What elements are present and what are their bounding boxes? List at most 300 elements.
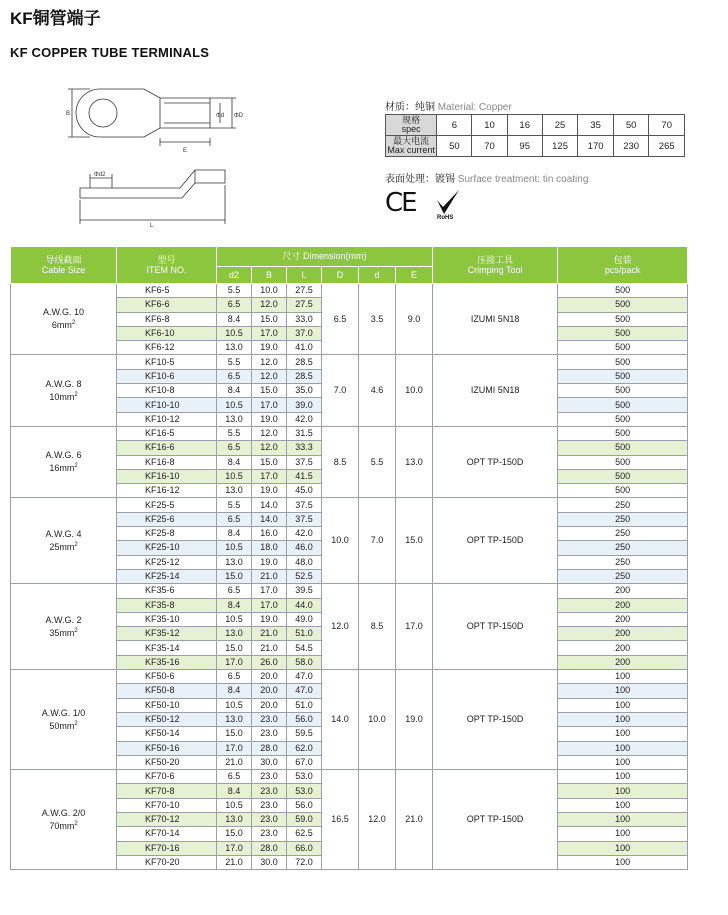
current-cell: 170 [578, 136, 614, 157]
d2-cell: 5.5 [217, 355, 252, 369]
outer-diameter-cell: 10.0 [322, 498, 359, 584]
awg-label: A.W.G. 6 [45, 450, 82, 461]
packing-cell: 500 [558, 341, 688, 355]
table-row [11, 670, 688, 684]
rohs-check-icon [435, 190, 463, 220]
superscript-two: 2 [74, 720, 78, 727]
d2-cell: 8.4 [217, 384, 252, 398]
l-cell: 59.5 [287, 727, 322, 741]
outer-diameter-cell: 14.0 [322, 670, 359, 770]
b-cell: 21.0 [252, 627, 287, 641]
l-cell: 37.5 [287, 512, 322, 526]
l-cell: 28.5 [287, 369, 322, 383]
l-cell: 41.5 [287, 469, 322, 483]
mm-label: 70mm [49, 820, 75, 831]
d2-cell: 15.0 [217, 827, 252, 841]
item-no-cell: KF70-20 [117, 855, 217, 869]
awg-label: A.W.G. 2/0 [41, 807, 86, 818]
packing-cell: 250 [558, 541, 688, 555]
item-no-cell: KF70-12 [117, 812, 217, 826]
spec-cell: 6 [437, 115, 472, 136]
d2-cell: 10.5 [217, 326, 252, 340]
l-cell: 53.0 [287, 770, 322, 784]
terminal-drawing [60, 80, 260, 230]
current-row [386, 136, 685, 157]
inner-diameter-cell: 12.0 [359, 770, 396, 870]
d2-cell: 6.5 [217, 369, 252, 383]
l-cell: 37.5 [287, 455, 322, 469]
superscript-two: 2 [74, 820, 78, 827]
outer-diameter-cell: 16.5 [322, 770, 359, 870]
surface-en: Surface treatment: tin coating [457, 174, 589, 185]
l-cell: 54.5 [287, 641, 322, 655]
d2-cell: 8.4 [217, 312, 252, 326]
packing-cell: 100 [558, 684, 688, 698]
d2-cell: 13.0 [217, 484, 252, 498]
e-cell: 17.0 [396, 584, 433, 670]
d2-cell: 13.0 [217, 555, 252, 569]
b-cell: 21.0 [252, 641, 287, 655]
d2-cell: 10.5 [217, 541, 252, 555]
packing-cell: 500 [558, 412, 688, 426]
item-no-cell: KF25-5 [117, 498, 217, 512]
d2-cell: 10.5 [217, 612, 252, 626]
material-en: Material: Copper [437, 102, 512, 113]
b-cell: 12.0 [252, 298, 287, 312]
current-cell: 125 [542, 136, 578, 157]
spec-table [385, 114, 685, 157]
d2-cell: 13.0 [217, 812, 252, 826]
b-cell: 23.0 [252, 770, 287, 784]
e-cell: 9.0 [396, 284, 433, 355]
d2-cell: 8.4 [217, 455, 252, 469]
b-cell: 20.0 [252, 684, 287, 698]
awg-label: A.W.G. 2 [45, 614, 82, 625]
packing-cell: 500 [558, 469, 688, 483]
item-no-cell: KF70-14 [117, 827, 217, 841]
l-cell: 72.0 [287, 855, 322, 869]
crimping-tool-cell: OPT TP-150D [433, 670, 558, 770]
table-row [11, 355, 688, 369]
l-cell: 56.0 [287, 798, 322, 812]
current-cell: 70 [472, 136, 507, 157]
item-no-cell: KF35-10 [117, 612, 217, 626]
l-cell: 42.0 [287, 527, 322, 541]
spec-cell: 16 [507, 115, 542, 136]
inner-diameter-cell: 8.5 [359, 584, 396, 670]
b-cell: 28.0 [252, 841, 287, 855]
b-cell: 17.0 [252, 598, 287, 612]
crimping-tool-cell: OPT TP-150D [433, 498, 558, 584]
item-no-cell: KF10-12 [117, 412, 217, 426]
d2-cell: 21.0 [217, 855, 252, 869]
l-cell: 52.5 [287, 569, 322, 583]
spec-cell: 35 [578, 115, 614, 136]
item-no-cell: KF70-10 [117, 798, 217, 812]
l-cell: 35.0 [287, 384, 322, 398]
inner-diameter-cell: 10.0 [359, 670, 396, 770]
rohs-text: RoHS [437, 215, 454, 220]
packing-cell: 100 [558, 741, 688, 755]
header-cable-size: 导线截面 Cable Size [11, 247, 117, 284]
item-no-cell: KF16-6 [117, 441, 217, 455]
b-cell: 23.0 [252, 784, 287, 798]
item-no-cell: KF6-6 [117, 298, 217, 312]
item-no-cell: KF70-8 [117, 784, 217, 798]
ce-mark-icon: CE [385, 188, 416, 218]
d2-cell: 17.0 [217, 841, 252, 855]
awg-label: A.W.G. 8 [45, 378, 82, 389]
header-D: D [322, 266, 359, 283]
cable-size-cell [11, 584, 117, 670]
l-cell: 59.0 [287, 812, 322, 826]
l-cell: 56.0 [287, 712, 322, 726]
d2-cell: 6.5 [217, 441, 252, 455]
header-item-no: 型号 ITEM NO. [117, 247, 217, 284]
d2-cell: 5.5 [217, 426, 252, 440]
item-no-cell: KF25-8 [117, 527, 217, 541]
b-cell: 26.0 [252, 655, 287, 669]
mm-label: 50mm [49, 720, 75, 731]
table-body [11, 284, 688, 870]
item-no-cell: KF50-20 [117, 755, 217, 769]
superscript-two: 2 [74, 627, 78, 634]
spec-cell: 70 [649, 115, 685, 136]
packing-cell: 500 [558, 298, 688, 312]
header-e: E [396, 266, 433, 283]
packing-cell: 500 [558, 441, 688, 455]
item-no-cell: KF16-8 [117, 455, 217, 469]
d2-cell: 8.4 [217, 784, 252, 798]
l-cell: 33.0 [287, 312, 322, 326]
b-cell: 14.0 [252, 498, 287, 512]
d2-cell: 6.5 [217, 584, 252, 598]
inner-diameter-cell: 3.5 [359, 284, 396, 355]
d2-cell: 10.5 [217, 398, 252, 412]
item-no-cell: KF50-16 [117, 741, 217, 755]
item-no-cell: KF25-6 [117, 512, 217, 526]
d2-cell: 6.5 [217, 670, 252, 684]
b-cell: 19.0 [252, 555, 287, 569]
l-cell: 45.0 [287, 484, 322, 498]
superscript-two: 2 [74, 391, 78, 398]
item-no-cell: KF25-14 [117, 569, 217, 583]
inner-diameter-cell: 7.0 [359, 498, 396, 584]
b-cell: 17.0 [252, 584, 287, 598]
d2-cell: 17.0 [217, 655, 252, 669]
d2-cell: 15.0 [217, 641, 252, 655]
current-cell: 95 [507, 136, 542, 157]
outer-diameter-cell: 7.0 [322, 355, 359, 426]
terminal-table [10, 246, 688, 870]
item-no-cell: KF16-5 [117, 426, 217, 440]
material-line [385, 98, 512, 113]
b-cell: 19.0 [252, 412, 287, 426]
packing-cell: 100 [558, 770, 688, 784]
l-cell: 48.0 [287, 555, 322, 569]
d2-cell: 13.0 [217, 627, 252, 641]
table-row [11, 584, 688, 598]
b-cell: 23.0 [252, 712, 287, 726]
d2-cell: 5.5 [217, 498, 252, 512]
item-no-cell: KF70-6 [117, 770, 217, 784]
current-cell: 50 [437, 136, 472, 157]
packing-cell: 500 [558, 312, 688, 326]
l-cell: 31.5 [287, 426, 322, 440]
packing-cell: 500 [558, 398, 688, 412]
l-cell: 67.0 [287, 755, 322, 769]
label-d2: Φd2 [94, 172, 106, 178]
l-cell: 53.0 [287, 784, 322, 798]
b-cell: 30.0 [252, 855, 287, 869]
item-no-cell: KF70-16 [117, 841, 217, 855]
header-row-1 [11, 247, 688, 267]
spec-cell: 25 [542, 115, 578, 136]
cable-size-cell [11, 670, 117, 770]
b-cell: 10.0 [252, 284, 287, 298]
b-cell: 30.0 [252, 755, 287, 769]
b-cell: 23.0 [252, 812, 287, 826]
label-d: Φd [216, 113, 225, 119]
b-cell: 21.0 [252, 569, 287, 583]
l-cell: 49.0 [287, 612, 322, 626]
d2-cell: 10.5 [217, 469, 252, 483]
packing-cell: 250 [558, 527, 688, 541]
l-cell: 41.0 [287, 341, 322, 355]
b-cell: 12.0 [252, 426, 287, 440]
b-cell: 20.0 [252, 698, 287, 712]
mm-label: 16mm [49, 463, 75, 474]
item-no-cell: KF35-8 [117, 598, 217, 612]
d2-cell: 6.5 [217, 298, 252, 312]
header-crimping-tool: 压接工具 Crimping Tool [433, 247, 558, 284]
header-b: B [252, 266, 287, 283]
header-packing: 包装 pcs/pack [558, 247, 688, 284]
awg-label: A.W.G. 4 [45, 528, 82, 539]
b-cell: 15.0 [252, 312, 287, 326]
crimping-tool-cell: OPT TP-150D [433, 426, 558, 497]
packing-cell: 100 [558, 784, 688, 798]
b-cell: 28.0 [252, 741, 287, 755]
packing-cell: 200 [558, 584, 688, 598]
b-cell: 18.0 [252, 541, 287, 555]
l-cell: 39.5 [287, 584, 322, 598]
e-cell: 21.0 [396, 770, 433, 870]
l-cell: 33.3 [287, 441, 322, 455]
packing-cell: 500 [558, 355, 688, 369]
crimping-tool-cell: OPT TP-150D [433, 770, 558, 870]
d2-cell: 17.0 [217, 741, 252, 755]
item-no-cell: KF35-12 [117, 627, 217, 641]
b-cell: 23.0 [252, 827, 287, 841]
crimping-tool-cell: IZUMI 5N18 [433, 284, 558, 355]
table-row [11, 284, 688, 298]
b-cell: 17.0 [252, 398, 287, 412]
spec-row [386, 115, 685, 136]
item-no-cell: KF50-14 [117, 727, 217, 741]
item-no-cell: KF6-10 [117, 326, 217, 340]
mm-label: 35mm [49, 627, 75, 638]
item-no-cell: KF10-5 [117, 355, 217, 369]
b-cell: 12.0 [252, 369, 287, 383]
cable-size-cell [11, 770, 117, 870]
superscript-two: 2 [71, 320, 76, 327]
cable-size-cell [11, 498, 117, 584]
inner-diameter-cell: 4.6 [359, 355, 396, 426]
b-cell: 23.0 [252, 727, 287, 741]
l-cell: 27.5 [287, 284, 322, 298]
d2-cell: 5.5 [217, 284, 252, 298]
l-cell: 28.5 [287, 355, 322, 369]
outer-diameter-cell: 6.5 [322, 284, 359, 355]
packing-cell: 500 [558, 284, 688, 298]
packing-cell: 200 [558, 641, 688, 655]
material-cn: 材质：纯铜 [385, 102, 435, 113]
b-cell: 15.0 [252, 455, 287, 469]
current-header: 最大电流 Max current [387, 136, 435, 155]
header-d: d [359, 266, 396, 283]
cable-size-cell [11, 284, 117, 355]
page-title-cn: KF铜管端子 [10, 9, 101, 28]
l-cell: 47.0 [287, 684, 322, 698]
item-no-cell: KF35-6 [117, 584, 217, 598]
l-cell: 62.0 [287, 741, 322, 755]
item-no-cell: KF50-10 [117, 698, 217, 712]
packing-cell: 200 [558, 655, 688, 669]
header-dimension: 尺寸 Dimension(mm) [217, 247, 433, 267]
item-no-cell: KF35-16 [117, 655, 217, 669]
header-d2: d2 [217, 266, 252, 283]
packing-cell: 500 [558, 384, 688, 398]
packing-cell: 100 [558, 670, 688, 684]
packing-cell: 100 [558, 841, 688, 855]
packing-cell: 500 [558, 369, 688, 383]
b-cell: 20.0 [252, 670, 287, 684]
cable-size-cell [11, 426, 117, 497]
packing-cell: 100 [558, 727, 688, 741]
packing-cell: 500 [558, 455, 688, 469]
packing-cell: 250 [558, 512, 688, 526]
item-no-cell: KF6-8 [117, 312, 217, 326]
current-cell: 265 [649, 136, 685, 157]
header-l: L [287, 266, 322, 283]
spec-header: 规格 spec [386, 115, 437, 136]
packing-cell: 500 [558, 484, 688, 498]
item-no-cell: KF25-10 [117, 541, 217, 555]
item-no-cell: KF16-10 [117, 469, 217, 483]
packing-cell: 100 [558, 698, 688, 712]
table-row [11, 770, 688, 784]
item-no-cell: KF6-5 [117, 284, 217, 298]
awg-label: A.W.G. 1/0 [41, 707, 86, 718]
b-cell: 17.0 [252, 469, 287, 483]
surface-cn: 表面处理：镀锡 [385, 174, 455, 185]
cable-size-cell [11, 355, 117, 426]
item-no-cell: KF10-10 [117, 398, 217, 412]
l-cell: 58.0 [287, 655, 322, 669]
spec-cell: 50 [613, 115, 649, 136]
packing-cell: 100 [558, 712, 688, 726]
d2-cell: 8.4 [217, 527, 252, 541]
item-no-cell: KF50-6 [117, 670, 217, 684]
l-cell: 66.0 [287, 841, 322, 855]
item-no-cell: KF6-12 [117, 341, 217, 355]
d2-cell: 10.5 [217, 698, 252, 712]
item-no-cell: KF16-12 [117, 484, 217, 498]
e-cell: 15.0 [396, 498, 433, 584]
superscript-two: 2 [74, 463, 78, 470]
item-no-cell: KF10-6 [117, 369, 217, 383]
d2-cell: 10.5 [217, 798, 252, 812]
b-cell: 19.0 [252, 341, 287, 355]
packing-cell: 250 [558, 569, 688, 583]
label-l: L [150, 223, 154, 229]
l-cell: 39.0 [287, 398, 322, 412]
mm-label: 25mm [49, 541, 75, 552]
l-cell: 27.5 [287, 298, 322, 312]
d2-cell: 6.5 [217, 512, 252, 526]
d2-cell: 13.0 [217, 712, 252, 726]
d2-cell: 15.0 [217, 727, 252, 741]
d2-cell: 13.0 [217, 412, 252, 426]
packing-cell: 200 [558, 598, 688, 612]
label-e: E [183, 148, 188, 154]
l-cell: 37.5 [287, 498, 322, 512]
item-no-cell: KF35-14 [117, 641, 217, 655]
packing-cell: 250 [558, 498, 688, 512]
b-cell: 17.0 [252, 326, 287, 340]
d2-cell: 13.0 [217, 341, 252, 355]
l-cell: 44.0 [287, 598, 322, 612]
item-no-cell: KF10-8 [117, 384, 217, 398]
d2-cell: 8.4 [217, 684, 252, 698]
l-cell: 37.0 [287, 326, 322, 340]
awg-label: A.W.G. 10 [42, 307, 84, 318]
packing-cell: 500 [558, 426, 688, 440]
outer-diameter-cell: 8.5 [322, 426, 359, 497]
b-cell: 19.0 [252, 484, 287, 498]
b-cell: 12.0 [252, 355, 287, 369]
packing-cell: 500 [558, 326, 688, 340]
l-cell: 42.0 [287, 412, 322, 426]
packing-cell: 200 [558, 627, 688, 641]
l-cell: 62.5 [287, 827, 322, 841]
packing-cell: 100 [558, 812, 688, 826]
b-cell: 14.0 [252, 512, 287, 526]
b-cell: 16.0 [252, 527, 287, 541]
packing-cell: 250 [558, 555, 688, 569]
mm-label: 6mm [51, 320, 72, 331]
superscript-two: 2 [74, 541, 78, 548]
b-cell: 12.0 [252, 441, 287, 455]
crimping-tool-cell: IZUMI 5N18 [433, 355, 558, 426]
table-row [11, 498, 688, 512]
d2-cell: 6.5 [217, 770, 252, 784]
spec-cell: 10 [472, 115, 507, 136]
l-cell: 51.0 [287, 698, 322, 712]
packing-cell: 200 [558, 612, 688, 626]
packing-cell: 100 [558, 855, 688, 869]
l-cell: 51.0 [287, 627, 322, 641]
b-cell: 23.0 [252, 798, 287, 812]
d2-cell: 8.4 [217, 598, 252, 612]
inner-diameter-cell: 5.5 [359, 426, 396, 497]
item-no-cell: KF50-8 [117, 684, 217, 698]
e-cell: 10.0 [396, 355, 433, 426]
label-b: B [66, 111, 71, 117]
table-row [11, 426, 688, 440]
surface-line [385, 170, 588, 185]
